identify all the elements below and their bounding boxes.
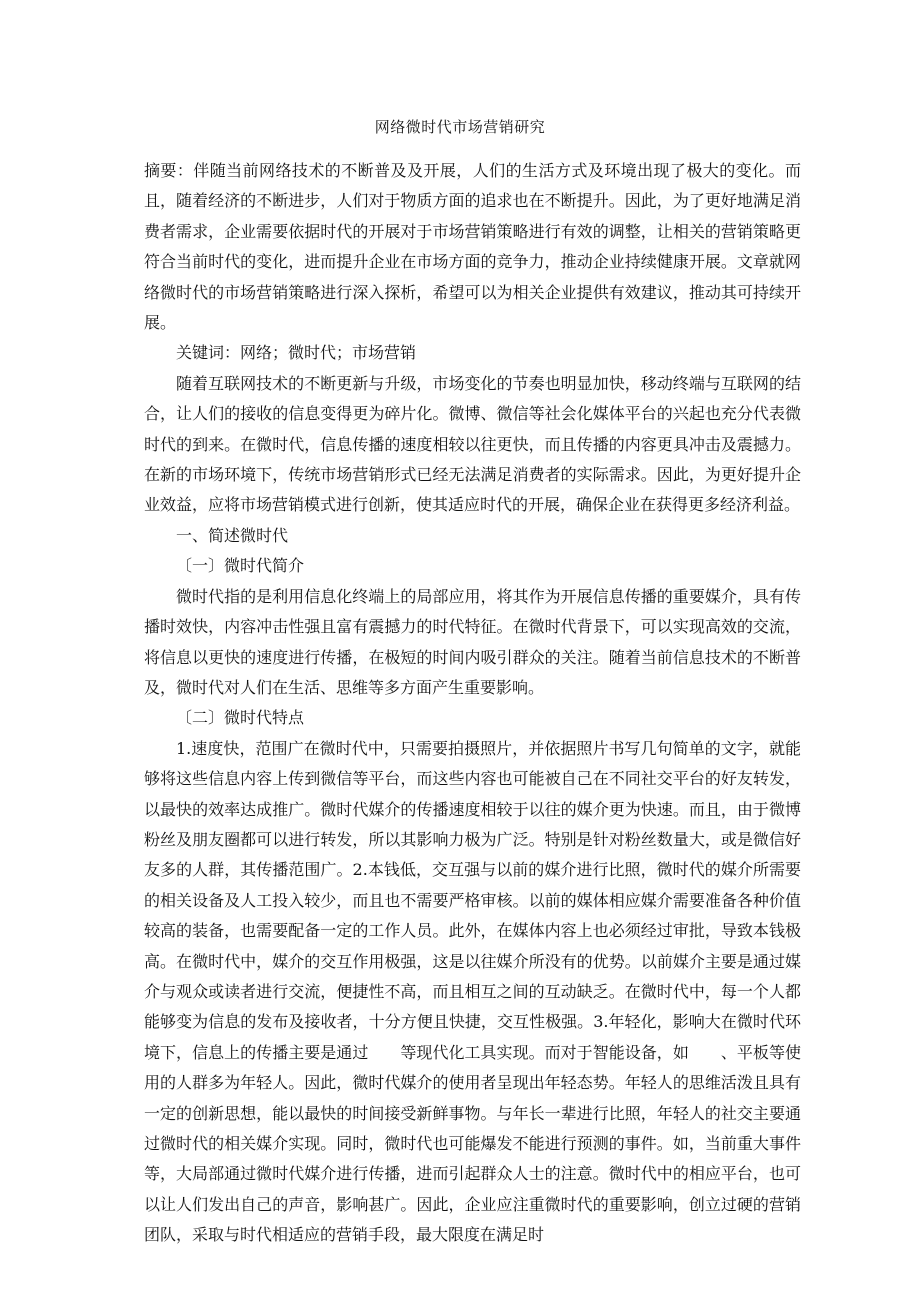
- subsection-heading: 〔一〕微时代简介: [176, 556, 305, 576]
- subsection-heading: 〔二〕微时代特点: [176, 708, 305, 728]
- section-heading: 一、简述微时代: [176, 525, 289, 545]
- subsection-paragraph: 1.速度快，范围广在微时代中，只需要拍摄照片，并依据照片书写几句简单的文字，就能够将这些信息内容上传到微信等平台，而这些内容也可能被自己在不同社交平台的好友转发，以最快的效率达成推广。微时代媒介的传播速度相较于以往的媒介更为快速。而且，由于微博粉丝及朋友圈都可以进行转发，所以其影响力极为广泛。特别是针对粉丝数量大，或是微信好友多的人群，其传播范围广。2.本钱低，交互强与以前的媒介进行比照，微时代的媒介所需要的相关设备及人工投入较少，而且也不需要严格审核。以前的媒体相应媒介需要准备各种价值较高的装备，也需要配备一定的工作人员。此外，在媒体内容上也必须经过审批，导致本钱极高。在微时代中，媒介的交互作用极强，这是以往媒介所没有的优势。以前媒介主要是通过媒介与观众或读者进行交流，便捷性不高，而且相互之间的互动缺乏。在微时代中，每一个人都能够变为信息的发布及接收者，十分方便且快捷，交互性极强。3.年轻化，影响大在微时代环境下，信息上的传播主要是通过 等现代化工具实现。而对于智能设备，如 、平板等使用的人群多为年轻人。因此，微时代媒介的使用者呈现出年轻态势。年轻人的思维活泼且具有一定的创新思想，能以最快的时间接受新鲜事物。与年长一辈进行比照，年轻人的社交主要通过微时代的相关媒介实现。同时，微时代也可能爆发不能进行预测的事件。如，当前重大事件等，大局部通过微时代媒介进行传播，进而引起群众人士的注意。微时代中的相应平台，也可以让人们发出自己的声音，影响甚广。因此，企业应注重微时代的重要影响，创立过硬的营销团队，采取与时代相适应的营销手段，最大限度在满足时: [144, 738, 801, 1245]
- keywords-line: 关键词：网络；微时代；市场营销: [176, 343, 417, 363]
- abstract-paragraph: 摘要：伴随当前网络技术的不断普及及开展，人们的生活方式及环境出现了极大的变化。而且，随着经济的不断进步，人们对于物质方面的追求也在不断提升。因此，为了更好地满足消费者需求，企业需要依据时代的开展对于市场营销策略进行有效的调整，让相关的营销策略更符合当前时代的变化，进而提升企业在市场方面的竞争力，推动企业持续健康开展。文章就网络微时代的市场营销策略进行深入探析，希望可以为相关企业提供有效建议，推动其可持续开展。: [144, 161, 801, 333]
- document-title: 网络微时代市场营销研究: [374, 118, 546, 136]
- intro-paragraph: 随着互联网技术的不断更新与升级，市场变化的节奏也明显加快，移动终端与互联网的结合，让人们的接收的信息变得更为碎片化。微博、微信等社会化媒体平台的兴起也充分代表微时代的到来。在微时代，信息传播的速度相较以往更快，而且传播的内容更具冲击及震撼力。在新的市场环境下，传统市场营销形式已经无法满足消费者的实际需求。因此，为更好提升企业效益，应将市场营销模式进行创新，使其适应时代的开展，确保企业在获得更多经济利益。: [144, 373, 801, 515]
- document-body: [144, 156, 801, 1251]
- subsection-paragraph: 微时代指的是利用信息化终端上的局部应用，将其作为开展信息传播的重要媒介，具有传播时效快，内容冲击性强且富有震撼力的时代特征。在微时代背景下，可以实现高效的交流，将信息以更快的速度进行传播，在极短的时间内吸引群众的关注。随着当前信息技术的不断普及，微时代对人们在生活、思维等多方面产生重要影响。: [144, 586, 801, 697]
